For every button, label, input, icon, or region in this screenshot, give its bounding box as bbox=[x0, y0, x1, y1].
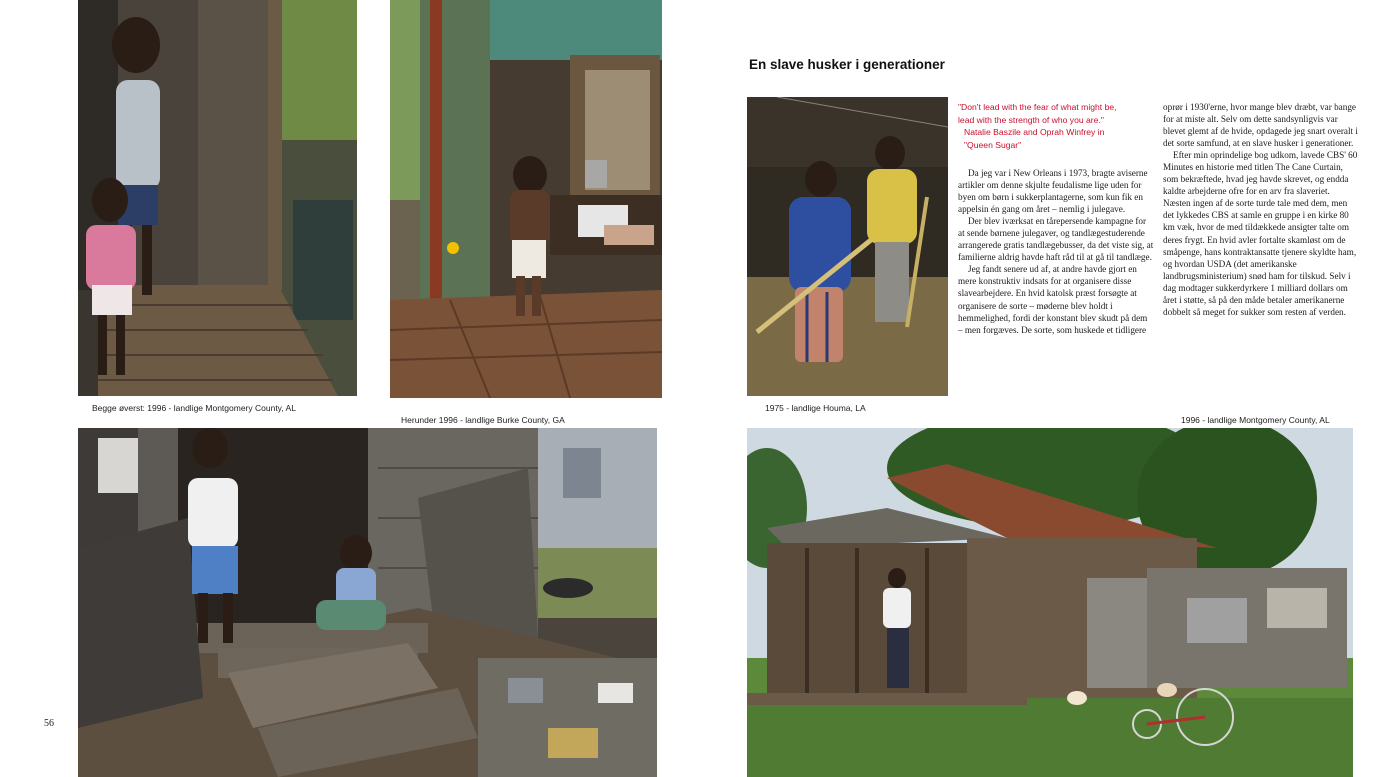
photo-children-in-doorway bbox=[78, 0, 357, 396]
paragraph: Efter min oprindelige bog udkom, lavede CBS' 60 Minutes en historie med titlen The Cane Curtain, som bekræftede, hvad jeg havde skrevet, og endda kaldte arbejderne ofre for en arv fra slaveriet. Næsten ingen af de sorte turde tale med dem, men det lykkedes CBS at samle en gruppe i en kirke 80 km væk, hvor de med tildækkede ansigter talte om deres frygt. En hvid avler fortalte skamløst om de småpenge, hans kontraktansatte tjenere skyldte ham, og hvordan USDA (det amerikanske landbrugsministerium) snød ham for tilskud. Selv i dag modtager sukkerdyrkere 1 milliard dollars om året i støtte, så på den måde betaler amerikanerne dobbelt så meget for sukker som resten af verden. bbox=[1163, 150, 1358, 317]
quote-attribution-2: "Queen Sugar" bbox=[964, 139, 1022, 150]
photo-boys-in-cane-field bbox=[747, 97, 948, 396]
quote-line-2: lead with the strength of who you are." bbox=[958, 114, 1104, 125]
body-column-2 bbox=[1163, 101, 1359, 318]
caption-middle: Herunder 1996 - landlige Burke County, GA bbox=[401, 415, 565, 425]
photo-shack-with-tin-roof bbox=[747, 428, 1353, 777]
paragraph: Der blev iværksat en tårepersende kampagne for at sende børnene julegaver, og tandlægestuderende arrangerede gratis tandlægebusser, da det viste sig, at familierne aldrig havde haft råd til at gå til tandlæge. bbox=[958, 216, 1154, 263]
paragraph: oprør i 1930'erne, hvor mange blev dræbt, var bange for at miste alt. Selv om dette sandsynligvis var blevet glemt af de hvide, opdagede jeg snart overalt i det sorte samfund, at en slave husker i generationer. bbox=[1163, 102, 1358, 149]
body-column-1 bbox=[958, 167, 1154, 336]
paragraph: Da jeg var i New Orleans i 1973, bragte aviserne artikler om denne skjulte feudalisme lige uden for byen om børn i sukkerplantagerne, som kun fik en appelsin én gang om året – nemlig i julegave. bbox=[958, 168, 1148, 215]
caption-houma: 1975 - landlige Houma, LA bbox=[765, 403, 866, 413]
article-title: En slave husker i generationer bbox=[749, 57, 945, 72]
photo-children-on-porch bbox=[78, 428, 657, 777]
caption-bottom-right: 1996 - landlige Montgomery County, AL bbox=[1181, 415, 1330, 425]
caption-top-left: Begge øverst: 1996 - landlige Montgomery County, AL bbox=[92, 403, 296, 413]
quote-attribution-1: Natalie Baszile and Oprah Winfrey in bbox=[964, 127, 1105, 138]
paragraph: Jeg fandt senere ud af, at andre havde gjort en mere konstruktiv indsats for at organisere disse slavearbejdere. En hvid katolsk præst forsøgte at organisere de sorte – møderne blev holdt i hemmelighed, fordi der konstant blev skudt på dem – men forgæves. De sorte, som huskede et tidligere bbox=[958, 264, 1148, 335]
photo-child-in-kitchen bbox=[390, 0, 662, 398]
page-number: 56 bbox=[44, 718, 54, 729]
quote-line-1: "Don't lead with the fear of what might be, bbox=[958, 102, 1117, 112]
pull-quote bbox=[958, 101, 1158, 151]
